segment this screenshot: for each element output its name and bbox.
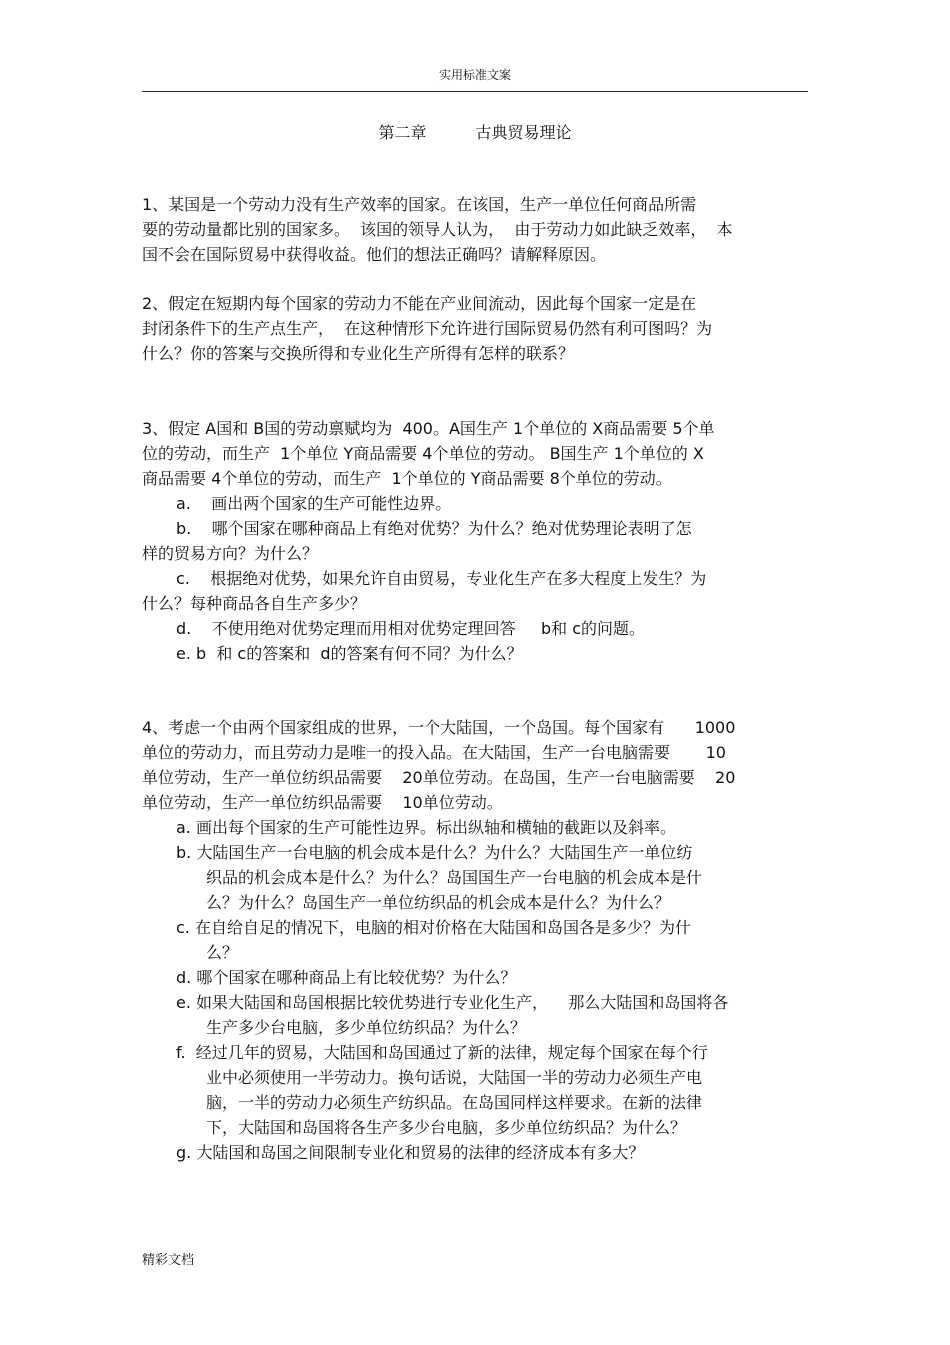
question-1-line: 要的劳动量都比别的国家多。 该国的领导人认为， 由于劳动力如此缺乏效率， 本 [142,220,733,239]
question-4-item-b-cont: 织品的机会成本是什么？为什么？岛国国生产一台电脑的机会成本是什 [206,868,703,887]
question-3-item-b-cont: 样的贸易方向？为什么？ [142,544,319,563]
question-4-item-c-cont: 么？ [206,943,239,962]
question-4-item-f: f. 经过几年的贸易，大陆国和岛国通过了新的法律，规定每个国家在每个行 [176,1043,708,1062]
question-4-item-a: a. 画出每个国家的生产可能性边界。标出纵轴和横轴的截距以及斜率。 [176,818,676,837]
question-1-line: 1、某国是一个劳动力没有生产效率的国家。在该国，生产一单位任何商品所需 [142,195,697,214]
question-3-item-a: a. 画出两个国家的生产可能性边界。 [176,494,452,513]
page-header: 实用标准文案 [438,68,511,82]
question-4-item-f-cont: 脑，一半的劳动力必须生产纺织品。在岛国同样这样要求。在新的法律 [206,1093,703,1112]
question-4-item-d: d. 哪个国家在哪种商品上有比较优势？为什么？ [176,968,517,987]
question-4-line: 单位劳动，生产一单位纺织品需要 20单位劳动。在岛国，生产一台电脑需要 20 [142,768,736,787]
chapter-name: 古典贸易理论 [475,123,572,142]
question-4 [142,715,810,1165]
question-4-item-b: b. 大陆国生产一台电脑的机会成本是什么？为什么？大陆国生产一单位纺 [176,843,693,862]
question-1-line: 国不会在国际贸易中获得收益。他们的想法正确吗？请解释原因。 [142,245,607,264]
question-3-line: 位的劳动，而生产 1个单位 Y商品需要 4个单位的劳动。 B国生产 1个单位的 X [142,444,704,463]
question-3-item-b: b. 哪个国家在哪种商品上有绝对优势？为什么？绝对优势理论表明了怎 [176,519,692,538]
question-2-line: 2、假定在短期内每个国家的劳动力不能在产业间流动，因此每个国家一定是在 [142,294,697,313]
question-4-item-f-cont: 下，大陆国和岛国将各生产多少台电脑，多少单位纺织品？为什么？ [206,1118,687,1137]
chapter-title [0,120,950,143]
question-2 [142,291,810,366]
question-2-line: 封闭条件下的生产点生产， 在这种情形下允许进行国际贸易仍然有利可图吗？为 [142,319,713,338]
question-4-line: 4、考虑一个由两个国家组成的世界，一个大陆国，一个岛国。每个国家有 1000 [142,718,736,737]
question-2-line: 什么？你的答案与交换所得和专业化生产所得有怎样的联系？ [142,344,575,363]
question-4-item-e: e. 如果大陆国和岛国根据比较优势进行专业化生产， 那么大陆国和岛国将各 [176,993,729,1012]
question-3-line: 3、假定 A国和 B国的劳动禀赋均为 400。A国生产 1个单位的 X商品需要 5个单 [142,419,715,438]
question-4-item-b-cont: 么？为什么？岛国生产一单位纺织品的机会成本是什么？为什么？ [206,893,671,912]
question-4-item-g: g. 大陆国和岛国之间限制专业化和贸易的法律的经济成本有多大？ [176,1143,645,1162]
question-4-item-e-cont: 生产多少台电脑，多少单位纺织品？为什么？ [206,1018,527,1037]
question-1 [142,192,810,267]
question-3-item-c: c. 根据绝对优势，如果允许自由贸易，专业化生产在多大程度上发生？为 [176,569,707,588]
question-3-item-e: e. b 和 c的答案和 d的答案有何不同？为什么？ [176,644,523,663]
chapter-number: 第二章 [378,123,427,142]
question-3-item-d: d. 不使用绝对优势定理而用相对优势定理回答 b和 c的问题。 [176,619,646,638]
question-3-item-c-cont: 什么？每种商品各自生产多少？ [142,594,367,613]
question-4-item-f-cont: 业中必须使用一半劳动力。换句话说，大陆国一半的劳动力必须生产电 [206,1068,703,1087]
page-footer: 精彩文档 [142,1253,195,1268]
question-4-line: 单位劳动，生产一单位纺织品需要 10单位劳动。 [142,793,503,812]
question-3-line: 商品需要 4个单位的劳动，而生产 1个单位的 Y商品需要 8个单位的劳动。 [142,469,672,488]
question-4-line: 单位的劳动力，而且劳动力是唯一的投入品。在大陆国，生产一台电脑需要 10 [142,743,726,762]
question-3 [142,416,810,666]
header-divider [142,91,808,92]
question-4-item-c: c. 在自给自足的情况下，电脑的相对价格在大陆国和岛国各是多少？为什 [176,918,691,937]
